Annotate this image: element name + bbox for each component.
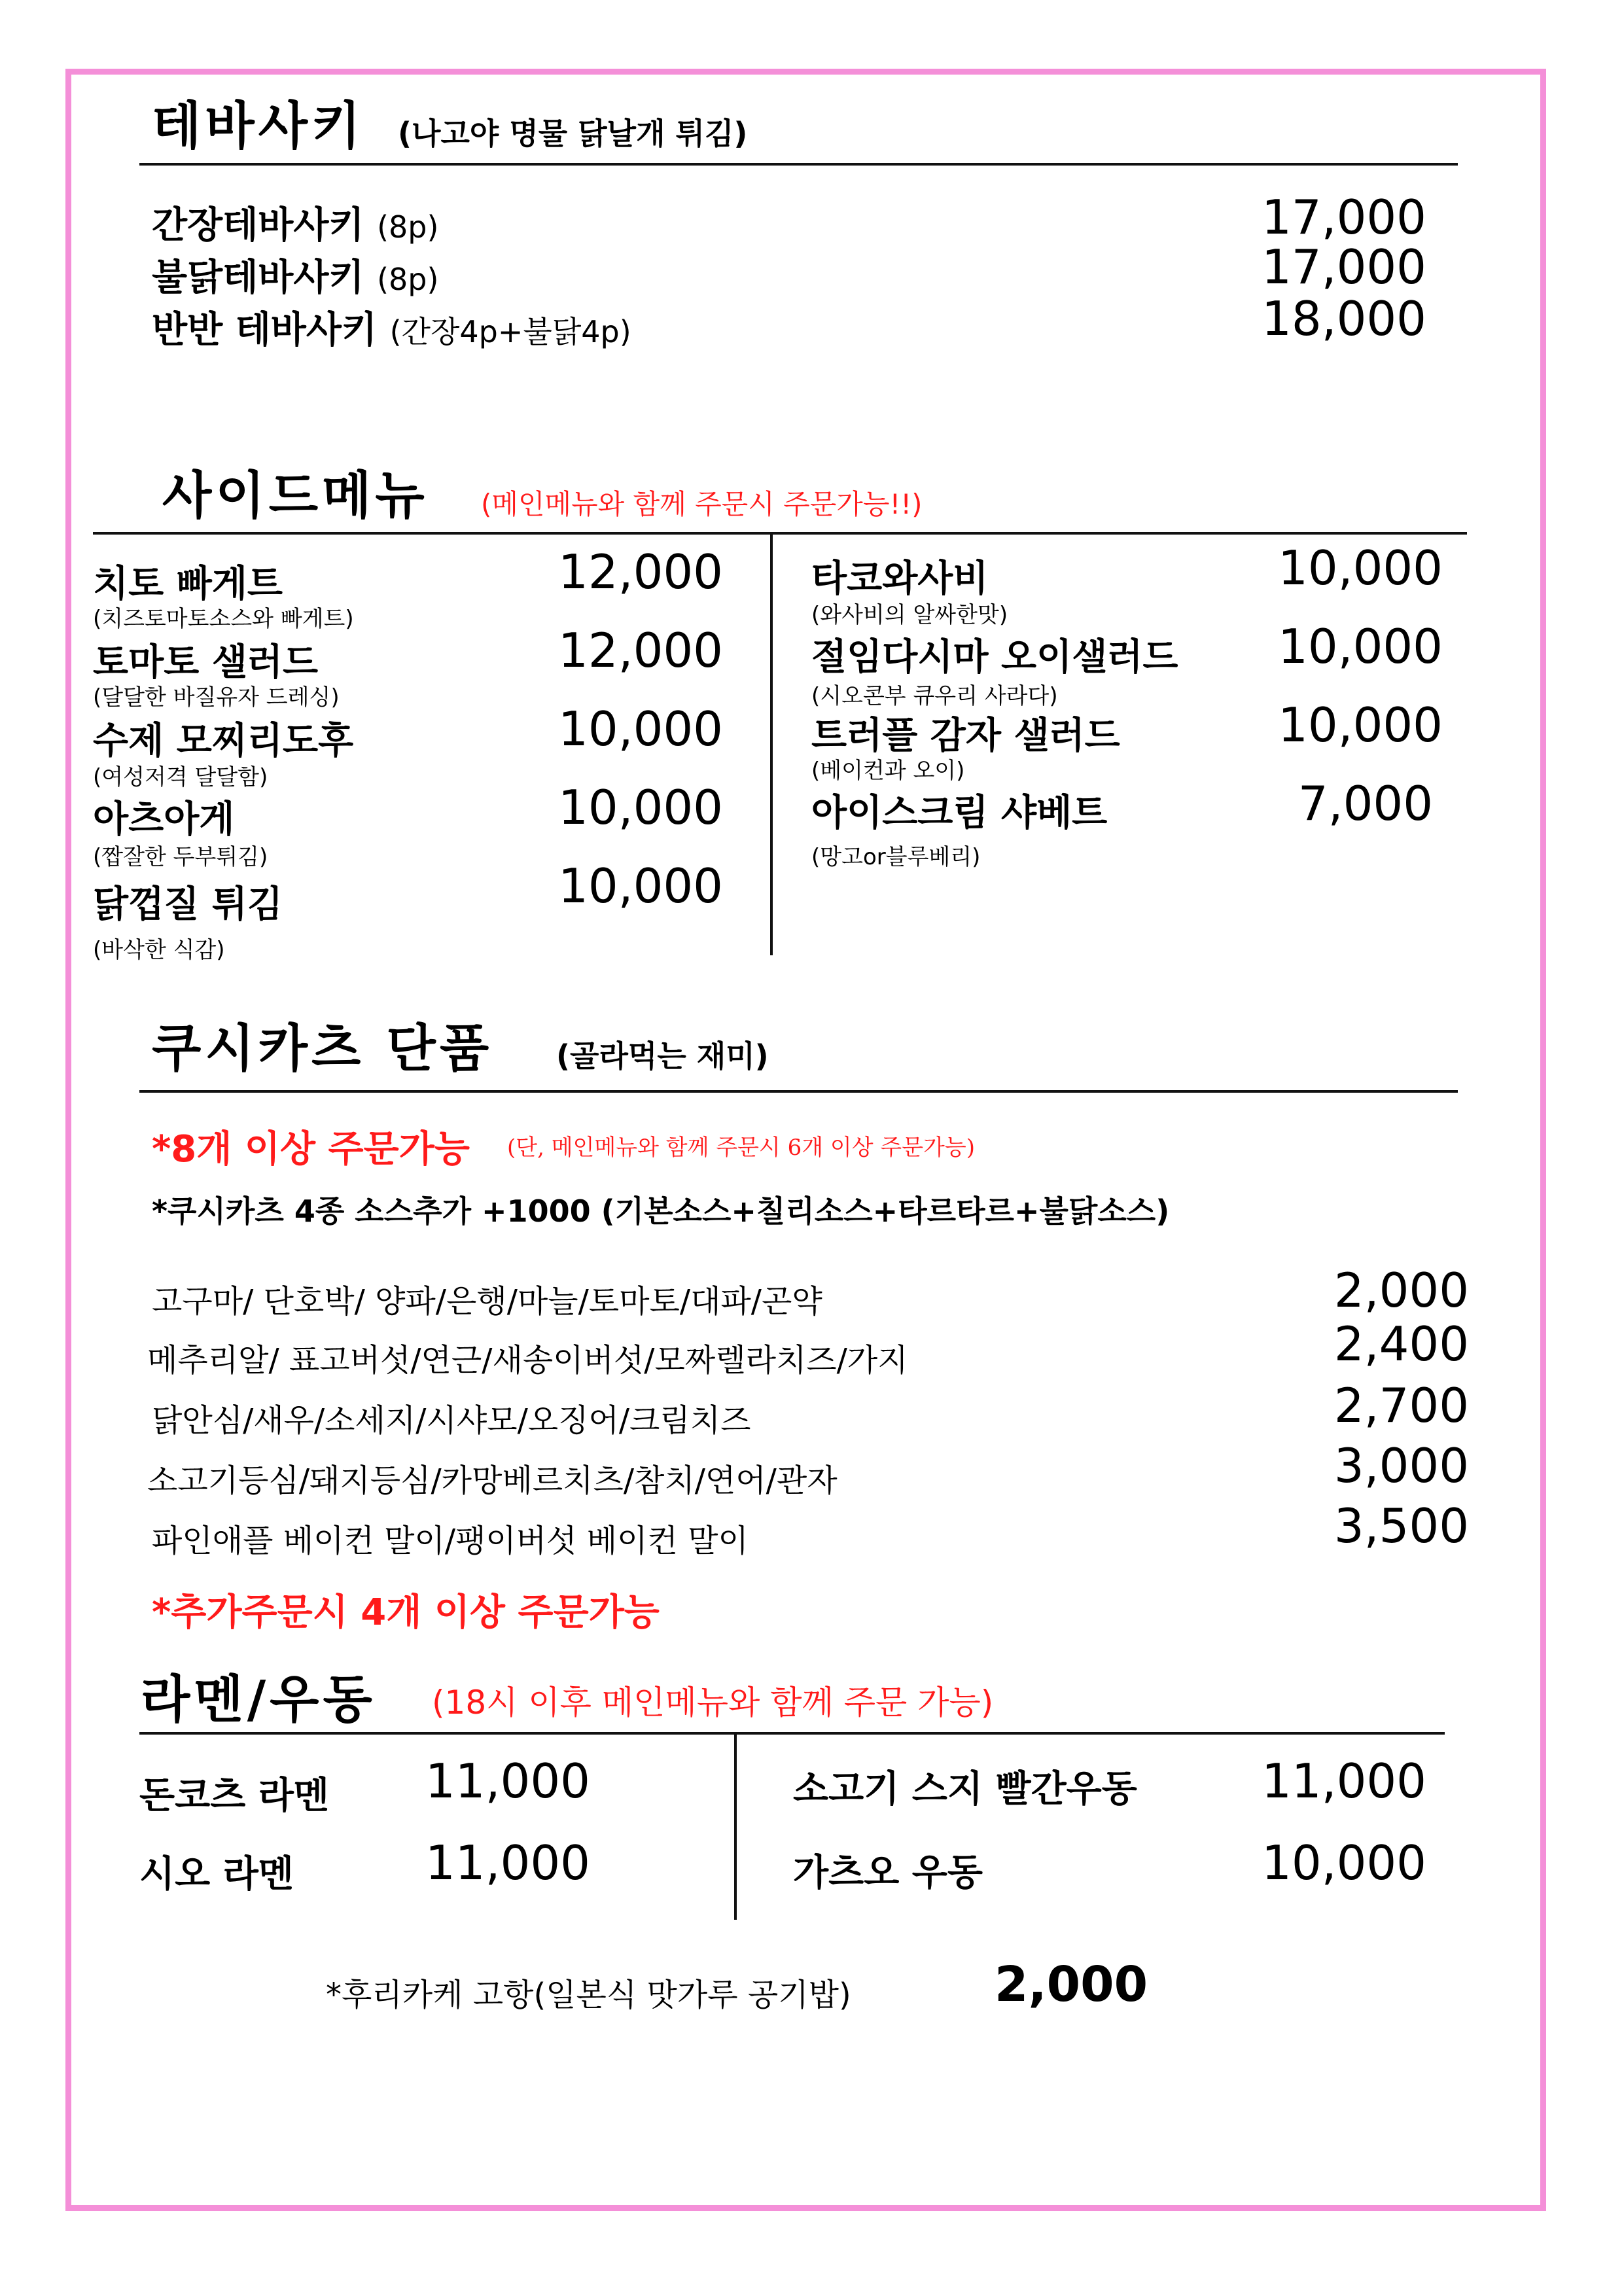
side-left-desc-3: (여성저격 달달함) [93, 764, 268, 790]
kushikatsu-min-order: *8개 이상 주문가능 [152, 1128, 470, 1171]
tebasaki-item-1 [152, 196, 438, 249]
side-right-desc-4: (망고or블루베리) [811, 844, 981, 870]
ramen-left-price-2: 11,000 [425, 1835, 590, 1890]
kushikatsu-additional-note: *추가주문시 4개 이상 주문가능 [152, 1591, 660, 1634]
side-right-desc-1: (와사비의 알싸한맛) [811, 602, 1008, 628]
side-left-price-1: 12,000 [558, 544, 723, 599]
tebasaki-price-3: 18,000 [1262, 291, 1426, 346]
side-left-name-4: 아츠아게 [93, 798, 235, 841]
side-left-price-4: 10,000 [558, 780, 723, 835]
kushikatsu-row-4: 소고기등심/돼지등심/카망베르치츠/참치/연어/관자 [147, 1462, 838, 1499]
extra-rice-price: 2,000 [995, 1956, 1148, 2013]
side-left-price-2: 12,000 [558, 623, 723, 678]
ramen-right-name-1: 소고기 스지 빨간우동 [793, 1768, 1137, 1810]
tebasaki-price-2: 17,000 [1262, 239, 1426, 294]
side-right-name-2: 절임다시마 오이샐러드 [811, 636, 1178, 679]
side-title: 사이드메뉴 [162, 466, 429, 525]
kushikatsu-row-1: 고구마/ 단호박/ 양파/은행/마늘/토마토/대파/곤약 [152, 1283, 822, 1320]
side-right-desc-2: (시오콘부 큐우리 사라다) [811, 683, 1058, 709]
side-right-name-3: 트러플 감자 샐러드 [811, 715, 1120, 757]
side-left-name-3: 수제 모찌리도후 [93, 720, 354, 762]
tebasaki-item-3 [152, 301, 631, 353]
kushikatsu-price-5: 3,500 [1333, 1498, 1469, 1553]
kushikatsu-row-2: 메추리알/ 표고버섯/연근/새송이버섯/모짜렐라치즈/가지 [147, 1342, 908, 1379]
kushikatsu-row-5: 파인애플 베이컨 말이/팽이버섯 베이컨 말이 [152, 1523, 749, 1559]
kushikatsu-divider [139, 1090, 1458, 1093]
ramen-right-price-2: 10,000 [1262, 1835, 1426, 1890]
kushikatsu-price-4: 3,000 [1333, 1438, 1469, 1493]
item-name: 간장테바사키 [152, 204, 364, 247]
side-right-desc-3: (베이컨과 오이) [811, 758, 965, 784]
side-left-desc-5: (바삭한 식감) [93, 937, 225, 963]
tebasaki-subtitle: (나고야 명물 닭날개 튀김) [398, 116, 748, 151]
ramen-divider [139, 1732, 1445, 1735]
kushikatsu-price-3: 2,700 [1333, 1378, 1469, 1433]
extra-rice-label: *후리카케 고항(일본식 맛가루 공기밥) [326, 1977, 851, 2013]
kushikatsu-price-1: 2,000 [1333, 1263, 1469, 1318]
item-name: 반반 테바사키 [152, 309, 378, 351]
side-subtitle: (메인메뉴와 함께 주문시 주문가능!!) [481, 488, 923, 520]
side-right-price-1: 10,000 [1278, 540, 1443, 595]
side-left-name-2: 토마토 샐러드 [93, 641, 319, 684]
tebasaki-divider [139, 163, 1458, 166]
side-right-price-3: 10,000 [1278, 698, 1443, 752]
side-left-price-5: 10,000 [558, 858, 723, 913]
ramen-right-price-1: 11,000 [1262, 1754, 1426, 1809]
item-note: (8p) [377, 209, 439, 245]
item-note: (간장4p+불닭4p) [389, 314, 631, 349]
side-left-name-5: 닭껍질 튀김 [93, 883, 283, 926]
item-note: (8p) [377, 262, 439, 297]
kushikatsu-sauce-note: *쿠시카츠 4종 소스추가 +1000 (기본소스+칠리소스+타르타르+불닭소스) [152, 1193, 1170, 1229]
kushikatsu-row-3: 닭안심/새우/소세지/시샤모/오징어/크림치즈 [152, 1402, 751, 1439]
side-left-desc-2: (달달한 바질유자 드레싱) [93, 684, 340, 711]
tebasaki-item-2 [152, 249, 438, 301]
side-left-desc-1: (치즈토마토소스와 빠게트) [93, 606, 354, 632]
kushikatsu-subtitle: (골라먹는 재미) [556, 1038, 769, 1074]
side-left-name-1: 치토 빠게트 [93, 563, 283, 605]
side-right-name-4: 아이스크림 샤베트 [811, 792, 1108, 834]
ramen-left-name-1: 돈코츠 라멘 [139, 1775, 329, 1817]
item-name: 불닭테바사키 [152, 256, 364, 299]
kushikatsu-min-order-note: (단, 메인메뉴와 함께 주문시 6개 이상 주문가능) [507, 1135, 976, 1161]
ramen-left-name-2: 시오 라멘 [139, 1853, 294, 1896]
side-right-price-4: 7,000 [1297, 776, 1433, 831]
ramen-title: 라멘/우동 [141, 1670, 376, 1729]
side-column-divider [770, 533, 773, 955]
side-left-price-3: 10,000 [558, 701, 723, 756]
side-right-price-2: 10,000 [1278, 619, 1443, 674]
ramen-column-divider [734, 1733, 737, 1920]
side-divider [93, 532, 1467, 535]
kushikatsu-price-2: 2,400 [1333, 1316, 1469, 1371]
ramen-left-price-1: 11,000 [425, 1754, 590, 1809]
ramen-right-name-2: 가츠오 우동 [793, 1852, 983, 1894]
tebasaki-price-1: 17,000 [1262, 190, 1426, 245]
ramen-subtitle: (18시 이후 메인메뉴와 함께 주문 가능) [432, 1684, 994, 1722]
kushikatsu-title: 쿠시카츠 단품 [152, 1019, 493, 1078]
tebasaki-title: 테바사키 [152, 96, 365, 156]
side-right-name-1: 타코와사비 [811, 557, 989, 600]
side-left-desc-4: (짭잘한 두부튀김) [93, 844, 268, 870]
